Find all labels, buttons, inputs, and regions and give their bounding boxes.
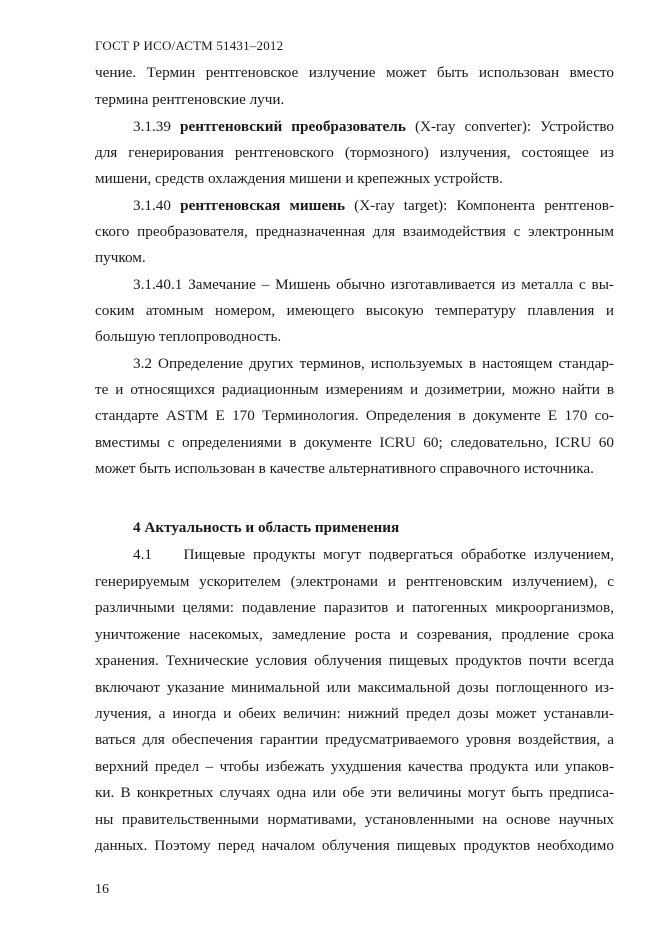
text-line: хранения. Технические условия облучения пищевых продуктов почти всегда bbox=[95, 652, 614, 669]
text-line: большую теплопроводность. bbox=[95, 328, 282, 345]
text-line: ны правительственными нормативами, установленными на основе научных bbox=[95, 811, 614, 828]
section-heading: 4 Актуальность и область применения bbox=[133, 519, 400, 536]
text-line: генерируемым ускорителем (электронами и рентгеновским излучением), с bbox=[95, 573, 614, 590]
document-header: ГОСТ Р ИСО/АСТМ 51431–2012 bbox=[95, 38, 284, 53]
text-line: может быть использован в качестве альтернативного справочного источника. bbox=[95, 460, 594, 477]
text-line: чение. Термин рентгеновское излучение может быть использован вместо bbox=[95, 64, 614, 81]
text-line: для генерирования рентгеновского (тормозного) излучения, состоящее из bbox=[95, 144, 614, 161]
text-line: стандарте ASTM E 170 Терминология. Определения в документе E 170 со- bbox=[95, 407, 614, 424]
text-line: термина рентгеновские лучи. bbox=[95, 91, 285, 108]
term-number: 3.1.39 bbox=[133, 118, 171, 135]
text-line: те и относящихся радиационным измерениям и дозиметрии, можно найти в bbox=[95, 381, 614, 398]
text-line: 3.2 Определение других терминов, используемых в настоящем стандар- bbox=[133, 355, 614, 372]
text-line: 4.1 Пищевые продукты могут подвергаться обработке излучением, bbox=[133, 546, 614, 563]
term-number: 3.1.40 bbox=[133, 197, 171, 214]
page-number: 16 bbox=[95, 882, 109, 897]
text-line: различными целями: подавление паразитов и патогенных микроорганизмов, bbox=[95, 599, 614, 616]
term-name: рентгеновский преобразователь bbox=[180, 118, 406, 135]
text-line: мишени, средств охлаждения мишени и крепежных устройств. bbox=[95, 170, 503, 187]
text-line: верхний предел – чтобы избежать ухудшения качества продукта или упаков- bbox=[95, 758, 614, 775]
term-rest: (X-ray target): Компонента рентгенов- bbox=[354, 197, 615, 214]
text-line: вместимы с определениями в документе ICRU 60; следовательно, ICRU 60 bbox=[95, 434, 614, 451]
text-line: ского преобразователя, предназначенная для взаимодействия с электронным bbox=[95, 223, 614, 240]
term-rest: (X-ray converter): Устройство bbox=[414, 118, 615, 135]
term-name: рентгеновская мишень bbox=[180, 197, 345, 214]
term-definition-3-1-39 bbox=[133, 117, 614, 137]
text-line: данных. Поэтому перед началом облучения пищевых продуктов необходимо bbox=[95, 837, 614, 854]
text-line: ваться для обеспечения гарантии предусматриваемого уровня воздействия, а bbox=[95, 731, 614, 748]
text-line: включают указание минимальной или максимальной дозы поглощенного из- bbox=[95, 679, 614, 696]
text-line: пучком. bbox=[95, 249, 146, 266]
text-line: 3.1.40.1 Замечание – Мишень обычно изготавливается из металла с вы- bbox=[133, 276, 614, 293]
text-line: ки. В конкретных случаях одна или обе эти величины могут быть предписа- bbox=[95, 784, 614, 801]
text-line: соким атомным номером, имеющего высокую температуру плавления и bbox=[95, 302, 614, 319]
text-line: уничтожение насекомых, замедление роста и созревания, продление срока bbox=[95, 626, 614, 643]
term-definition-3-1-40 bbox=[133, 196, 614, 216]
text-line: лучения, а иногда и обеих величин: нижний предел дозы может устанавли- bbox=[95, 705, 614, 722]
